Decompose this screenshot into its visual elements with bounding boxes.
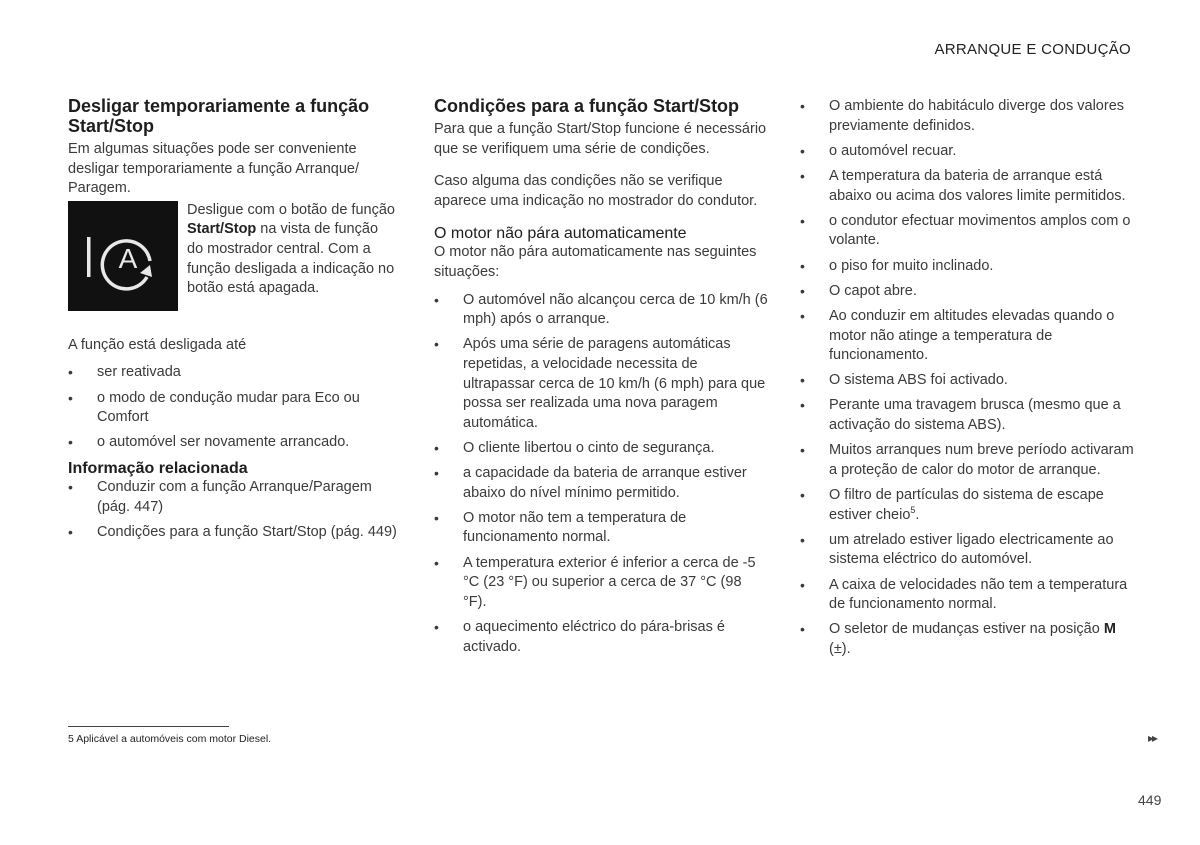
list-item: • O seletor de mudanças estiver na posição M (±). <box>800 621 1116 657</box>
list-item: • A temperatura exterior é inferior a cerca de -5 °C (23 °F) ou superior a cerca de 37 °C (98 °F). <box>434 554 756 610</box>
list-item: • o condutor efectuar movimentos amplos com o volante. <box>800 212 1131 249</box>
off-until-text: A função está desligada até <box>68 336 247 353</box>
page-number: 449 <box>1138 792 1162 808</box>
list-item: • O capot abre. <box>800 282 917 299</box>
engine-conditions-list-cont <box>800 97 1140 660</box>
list-item: • um atrelado estiver ligado electricamente ao sistema eléctrico do automóvel. <box>800 531 1114 568</box>
icon-row <box>68 201 398 311</box>
list-item: • Muitos arranques num breve período activaram a proteção de calor do motor de arranque. <box>800 442 1134 478</box>
start-stop-auto-icon <box>68 201 178 311</box>
related-info-list <box>68 478 398 542</box>
footnote: 5 Aplicável a automóveis com motor Diesel. <box>68 733 272 745</box>
list-item: • ser reativada <box>68 364 181 381</box>
list-item: • A caixa de velocidades não tem a temperatura de funcionamento normal. <box>800 576 1128 613</box>
footnote-ref: 5 <box>910 504 916 515</box>
list-item: • A temperatura da bateria de arranque está abaixo ou acima dos valores limite permitidos. <box>800 167 1126 204</box>
list-item: • O automóvel não alcançou cerca de 10 km/h (6 mph) após o arranque. <box>434 291 768 328</box>
engine-intro: O motor não pára automaticamente nas seguintes situações: <box>434 244 757 280</box>
related-link[interactable]: • Conduzir com a função Arranque/Paragem (pág. 447) <box>68 478 372 515</box>
conditions-warning: Caso alguma das condições não se verifique aparece uma indicação no mostrador do condutor. <box>434 173 758 209</box>
list-item: • O filtro de partículas do sistema de escape estiver cheio$^5$. <box>800 487 1104 523</box>
conditions-intro: Para que a função Start/Stop funcione é necessário que se verifiquem uma série de condições. <box>434 121 767 157</box>
list-item: • o automóvel recuar. <box>800 142 957 159</box>
section-title-conditions: Condições para a função Start/Stop <box>434 96 740 116</box>
list-item: • Perante uma travagem brusca (mesmo que a activação do sistema ABS). <box>800 397 1121 434</box>
list-item: • O motor não tem a temperatura de funcionamento normal. <box>434 509 687 546</box>
list-item: • O cliente libertou o cinto de segurança. <box>434 439 715 456</box>
list-item: • o piso for muito inclinado. <box>800 257 994 274</box>
footnote-divider <box>68 726 229 727</box>
intro-text: Em algumas situações pode ser conveniente desligar temporariamente a função Arranque/ Paragem. <box>68 141 359 197</box>
list-item: • o modo de condução mudar para Eco ou Comfort <box>68 389 360 426</box>
continue-arrow-icon: ▸▸ <box>1148 731 1157 745</box>
svg-text:A: A <box>118 242 138 274</box>
off-until-list <box>68 363 398 453</box>
engine-conditions-list <box>434 291 769 658</box>
section-title-disable: Desligar temporariamente a função Start/Stop <box>68 96 370 136</box>
column-1 <box>68 96 398 548</box>
column-2 <box>434 96 769 663</box>
column-3 <box>800 97 1140 665</box>
list-item: • o aquecimento eléctrico do pára-brisas é activado. <box>434 619 725 655</box>
list-item: • o automóvel ser novamente arrancado. <box>68 434 350 451</box>
list-item: • a capacidade da bateria de arranque estiver abaixo do nível mínimo permitido. <box>434 465 747 501</box>
subsection-title-engine: O motor não pára automaticamente <box>434 225 687 243</box>
related-info-title: Informação relacionada <box>68 459 248 477</box>
list-item: • Após uma série de paragens automáticas repetidas, a velocidade necessita de ultrapassar cerca de 10 km/h (6 mph) para que possa ser realizada uma nova paragem automática. <box>434 336 766 431</box>
section-header: ARRANQUE E CONDUÇÃO <box>934 41 1131 58</box>
related-link[interactable]: • Condições para a função Start/Stop (pág. 449) <box>68 523 397 540</box>
list-item: • O ambiente do habitáculo diverge dos valores previamente definidos. <box>800 98 1125 134</box>
list-item: • O sistema ABS foi activado. <box>800 372 1008 389</box>
icon-caption: Desligue com o botão de função Start/Stop na vista de função do mostrador central. Com a função desligada a indicação no botão está apagada. <box>187 201 395 297</box>
list-item: • Ao conduzir em altitudes elevadas quando o motor não atinge a temperatura de funcionamento. <box>800 307 1115 364</box>
